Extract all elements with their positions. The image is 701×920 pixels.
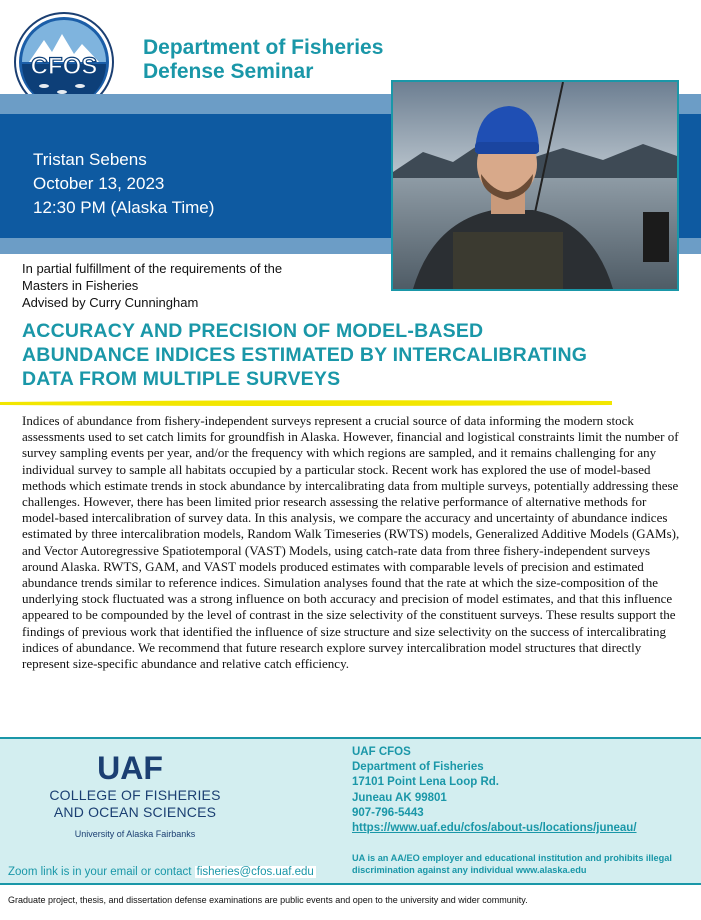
contact-block xyxy=(352,745,637,836)
speaker-photo xyxy=(391,80,679,291)
fulfillment-text xyxy=(22,260,282,311)
contact-phone: 907-796-5443 xyxy=(352,806,424,819)
title-underline xyxy=(0,399,612,407)
thesis-title xyxy=(22,319,672,391)
uaf-logo xyxy=(95,750,165,784)
contact-url-link[interactable]: https://www.uaf.edu/cfos/about-us/locations/juneau/ xyxy=(352,822,637,835)
seminar-date: October 13, 2023 xyxy=(33,174,165,193)
abstract: Indices of abundance from fishery-independent surveys represent a crucial source of data informing the modern stock assessments used to set catch limits for groundfish in Alaska. However, financial and logistical constraints limit the number of survey sampling events per year, and/or the frequency with which regions are sampled, and it remains challenging for any individual survey to sample all habitats occupied by a particular stock. Recent work has explored the use of model-based methods which estimate trends in stock abundance by intercalibrating data from multiple surveys, potentially addressing these challenges. However, there has been limited prior research assessing the relative performance of alternative methods for model-based intercalibration of survey data. In this analysis, we compare the accuracy and uncertainty of abundance indices estimated by three intercalibration models, Random Walk Timeseries (RWTS) models, Generalized Additive Models (GAMs), and Vector Autoregressive Spatiotemporal (VAST) Models, using catch-rate data from three fishery-independent surveys around Alaska. RWTS, GAM, and VAST models produced estimates with comparable levels of precision and estimated abundance trends similar to reference indices. Simulation analyses found that the rate at which the size-composition of the underlying stock fluctuated was a strong influence on both accuracy and precision of model estimates, and that this influence appeared to be compounded by the level of contrast in the size selectivity of the constituent surveys. These results support the findings of previous work that identified the influence of size structure and size selectivity on the success of intercalibrating indices of abundance. We recommend that future research explore survey intercalibration model structures that directly represent size-specific abundance and relative catch efficiency. xyxy=(22,413,680,672)
speaker-photo-illustration xyxy=(393,82,677,289)
fulfillment-line1: In partial fulfillment of the requirements of the xyxy=(22,261,283,276)
fulfillment-line2: Masters in Fisheries xyxy=(22,278,139,293)
contact-city: Juneau AK 99801 xyxy=(352,791,447,804)
advisor-line: Advised by Curry Cunningham xyxy=(22,295,199,310)
thesis-title-line1: ACCURACY AND PRECISION OF MODEL-BASED xyxy=(22,320,484,342)
zoom-note xyxy=(8,866,316,878)
thesis-title-line3: DATA FROM MULTIPLE SURVEYS xyxy=(22,368,341,390)
college-line2: AND OCEAN SCIENCES xyxy=(53,804,217,820)
contact-street: 17101 Point Lena Loop Rd. xyxy=(352,776,499,789)
college-line1: COLLEGE OF FISHERIES xyxy=(49,787,221,803)
speaker-info xyxy=(33,148,214,220)
header-title-line1: Department of Fisheries xyxy=(143,36,384,59)
header-title xyxy=(143,36,383,84)
eeo-statement: UA is an AA/EO employer and educational institution and prohibits illegal discrimination against any individual www.alaska.edu xyxy=(352,853,672,875)
seminar-time: 12:30 PM (Alaska Time) xyxy=(33,198,215,217)
public-event-note: Graduate project, thesis, and dissertation defense examinations are public events and open to the university and wider community. xyxy=(8,895,528,905)
contact-org: UAF CFOS xyxy=(352,746,411,758)
speaker-name: Tristan Sebens xyxy=(33,150,147,169)
zoom-email-link[interactable]: fisheries@cfos.uaf.edu xyxy=(196,866,314,878)
cfos-logo-text: CFOS xyxy=(30,53,98,80)
contact-dept: Department of Fisheries xyxy=(352,761,484,774)
thesis-title-line2: ABUNDANCE INDICES ESTIMATED BY INTERCALIBRATING xyxy=(22,344,588,366)
university-name: University of Alaska Fairbanks xyxy=(74,829,196,839)
header-title-line2: Defense Seminar xyxy=(143,60,314,83)
uaf-logo-text: UAF xyxy=(97,750,163,784)
zoom-text: Zoom link is in your email or contact xyxy=(8,866,192,878)
college-name xyxy=(40,787,230,821)
